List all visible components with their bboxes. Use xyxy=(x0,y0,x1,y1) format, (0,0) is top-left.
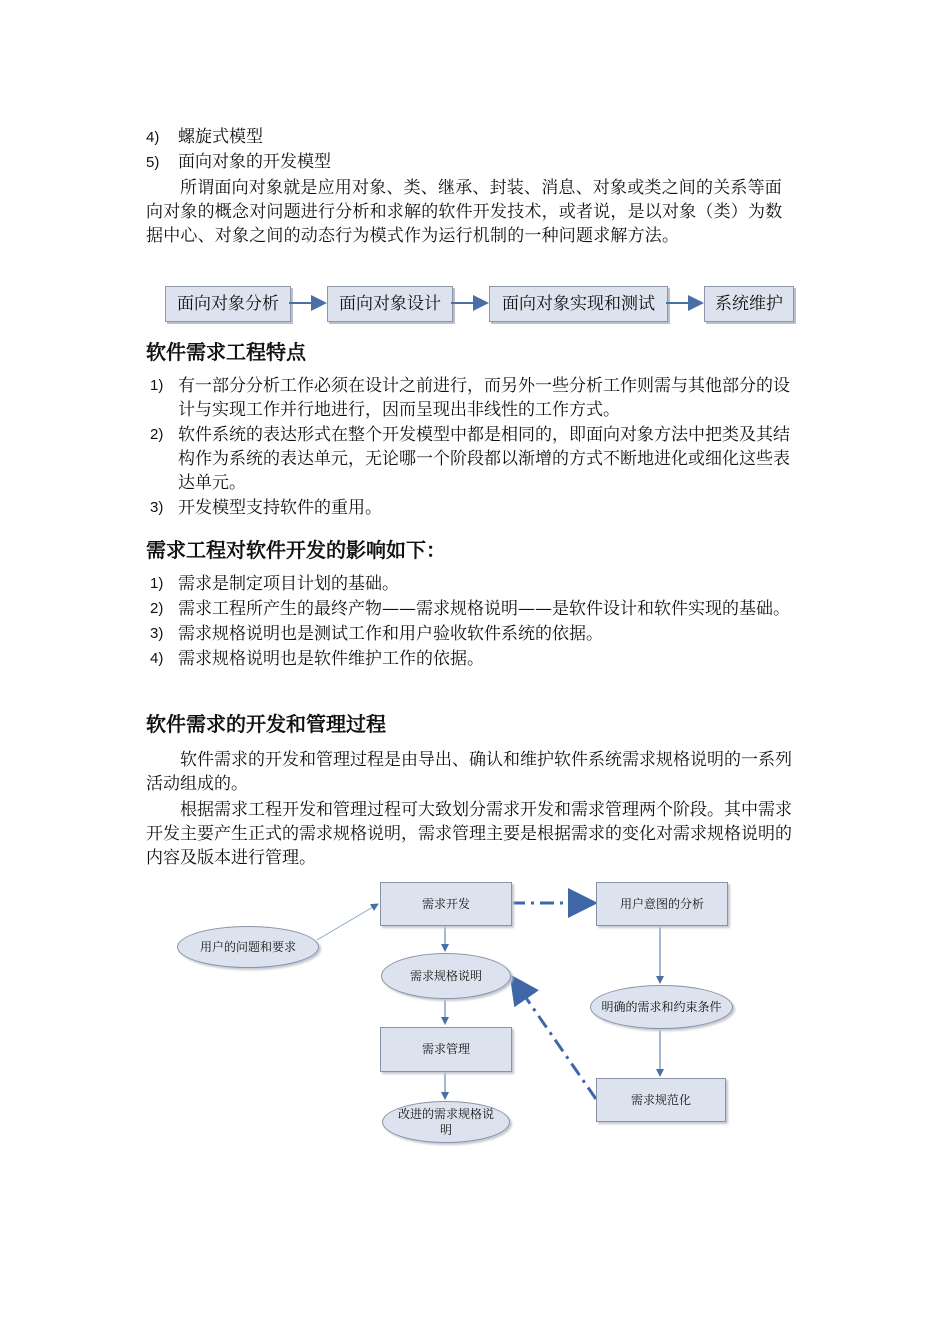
list-text: 需求是制定项目计划的基础。 xyxy=(178,574,399,594)
list-number: 3) xyxy=(150,625,164,642)
list-number: 4) xyxy=(146,129,160,146)
list-text: 需求规格说明也是软件维护工作的依据。 xyxy=(178,649,484,669)
list-text: 需求工程所产生的最终产物——需求规格说明——是软件设计和软件实现的基础。 xyxy=(178,599,790,619)
node-req-standardize: 需求规范化 xyxy=(596,1078,726,1122)
list-text: 面向对象的开发模型 xyxy=(178,152,331,172)
list-number: 1) xyxy=(150,377,164,394)
list-text: 开发模型支持软件的重用。 xyxy=(178,498,382,518)
flow-step-design: 面向对象设计 xyxy=(327,286,453,322)
process-paragraph-2: 根据需求工程开发和管理过程可大致划分需求开发和需求管理两个阶段。其中需求开发主要产生正式的需求规格说明，需求管理主要是根据需求的变化对需求规格说明的内容及版本进行管理。 xyxy=(146,800,792,868)
flow-step-implementation-test: 面向对象实现和测试 xyxy=(489,286,668,322)
node-clear-req: 明确的需求和约束条件 xyxy=(590,985,733,1029)
list-number: 1) xyxy=(150,575,164,592)
list-number: 2) xyxy=(150,426,164,443)
node-req-spec: 需求规格说明 xyxy=(381,953,511,999)
process-paragraph-1: 软件需求的开发和管理过程是由导出、确认和维护软件系统需求规格说明的一系列活动组成的。 xyxy=(146,750,792,794)
list-text: 软件系统的表达形式在整个开发模型中都是相同的，即面向对象方法中把类及其结构作为系统的表达单元，无论哪一个阶段都以渐增的方式不断地进化或细化这些表达单元。 xyxy=(178,425,790,493)
node-user-problems: 用户的问题和要求 xyxy=(177,926,319,968)
flow-step-maintenance: 系统维护 xyxy=(704,286,794,322)
oo-paragraph: 所谓面向对象就是应用对象、类、继承、封装、消息、对象或类之间的关系等面向对象的概念对问题进行分析和求解的软件开发技术，或者说，是以对象（类）为数据中心、对象之间的动态行为模式作为运行机制的一种问题求解方法。 xyxy=(146,178,783,246)
list-number: 3) xyxy=(150,499,164,516)
node-improved-spec: 改进的需求规格说明 xyxy=(382,1101,510,1143)
list-text: 螺旋式模型 xyxy=(178,127,263,147)
node-intent-analysis: 用户意图的分析 xyxy=(596,882,728,926)
list-number: 4) xyxy=(150,650,164,667)
list-text: 需求规格说明也是测试工作和用户验收软件系统的依据。 xyxy=(178,624,603,644)
section-heading-process: 软件需求的开发和管理过程 xyxy=(146,712,386,736)
list-number: 2) xyxy=(150,600,164,617)
node-req-dev: 需求开发 xyxy=(380,882,512,926)
section-heading-features: 软件需求工程特点 xyxy=(146,340,306,364)
node-req-mgmt: 需求管理 xyxy=(380,1027,512,1072)
section-heading-impact: 需求工程对软件开发的影响如下： xyxy=(146,538,446,562)
flow-step-analysis: 面向对象分析 xyxy=(165,286,291,322)
list-text: 有一部分分析工作必须在设计之前进行，而另外一些分析工作则需与其他部分的设计与实现工作并行地进行，因而呈现出非线性的工作方式。 xyxy=(178,376,790,420)
list-number: 5) xyxy=(146,154,160,171)
